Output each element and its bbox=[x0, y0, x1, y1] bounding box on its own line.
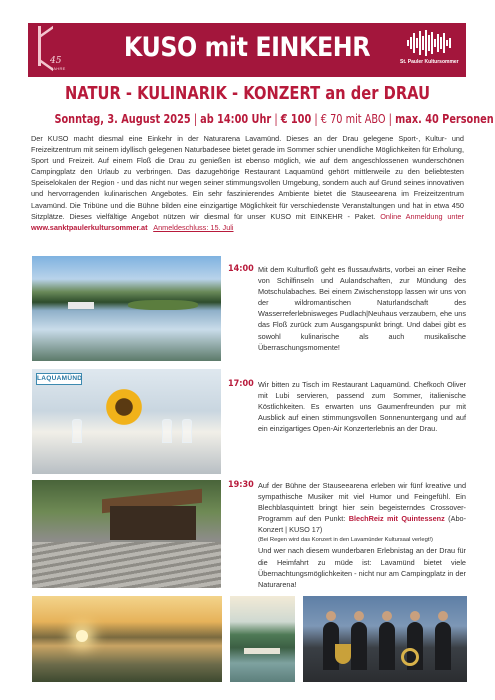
island-shape bbox=[128, 300, 198, 310]
tuba-icon bbox=[335, 644, 351, 664]
headline: NATUR - KULINARIK - KONZERT an der DRAU bbox=[64, 84, 431, 104]
raft-shape bbox=[68, 302, 94, 309]
sun-icon bbox=[76, 630, 88, 642]
abo-note: (Abo-Konzert | KUSO 17) bbox=[258, 514, 467, 535]
schedule-text: Wir bitten zu Tisch im Restaurant Laquamünd. Chefkoch Oliver mit Lubi servieren, passend zum Sommer, italienische Köstlichkeiten. Es erwarten uns Gaumenfreunden pur mit Ausblick auf einen stimmungsvollen Sonnenuntergang und auf ein einzigartiges Open-Air Konzerterlebnis an der Drau. bbox=[258, 380, 466, 434]
kultursommer-logo bbox=[400, 29, 458, 71]
concert-description: Auf der Bühne der Stauseearena erleben wir fünf kreative und sympathische Musiker mit viel Humor und Feingefühl. Ein Blechblasquintett bringt hier sein begeisterndes Crossover-Programm auf den Punkt: bbox=[258, 481, 466, 524]
separator: | bbox=[274, 111, 278, 126]
overnight-note: Und wer nach diesem wunderbaren Erlebnistag an der Drau für die Heimfahrt zu müde ist: Lavamünd bietet viele Übernachtungsmöglichkeiten - nicht nur am Campingplatz in der Naturarena! bbox=[258, 546, 466, 589]
rain-note: (Bei Regen wird das Konzert in den Lavamünder Kultursaal verlegt!) bbox=[258, 537, 433, 544]
schedule-text: Mit dem Kulturfloß geht es flussaufwärts, vorbei an einer Reihe von Schilfinseln und Aulandschaften, zur Mündung des Motschulabaches. Bei einem Zwischenstopp lassen wir uns von der wildromantischen Naturlandschaft des Wasserreferlebnisweges Pudlach|Neuhaus verzaubern, ehe uns das Floß zurück zum Ausgangspunkt bringt. Und dabei gibt es sowohl kulinarische als auch musikalische Überraschungsmomente! bbox=[258, 265, 466, 352]
separator: | bbox=[193, 111, 198, 126]
schedule-time: 14:00 bbox=[228, 264, 254, 274]
musician-figure bbox=[351, 622, 367, 670]
event-price-abo: € 70 mit ABO bbox=[320, 111, 386, 126]
intro-body: Der KUSO macht diesmal eine Einkehr in der Naturarena Lavamünd. Dieses an der Drau gelegene Sport-, Kultur- und Freizeitzentrum mit seinem idyllisch gelegenen Naturbadesee bietet gerade im Sommer schier unendliche Möglichkeiten für Erholung, Sport und Freizeit. Auf einem Floß die Drau zu genießen ist ebenso möglich, wie auf dem angeschlossenen wunderschönen Campingplatz den Urlaub zu verbringen. Das dazugehörige Restaurant Laquamünd gehört mittlerweile zu den beliebtesten Speiselokalen der Region - und das nicht nur wegen seiner stimmungsvollen Umgebung, sondern auch auf Grund seines innovativen und hervorragenden kulinarischen Angebotes. Ein sehr faszinierendes Ambiente bietet die Stauseearena im Freizeitzentrum Lavamünd. Die Tribüne und die Bühne bilden eine einzigartige Möglichkeit für verschiedenste Veranstaltungen und hat in etwa 450 Sitzplätze. Dieses vielfältige Angebot nützen wir diesmal für unser KUSO mit EINKEHR - Paket. bbox=[31, 134, 464, 221]
musician-figure bbox=[435, 622, 451, 670]
boat-photo bbox=[230, 596, 295, 682]
glass-icon bbox=[162, 419, 172, 443]
lake-photo bbox=[32, 256, 221, 361]
raft-shape bbox=[244, 648, 280, 654]
schedule-time: 17:00 bbox=[228, 379, 254, 389]
schedule-text bbox=[258, 480, 466, 590]
schedule-time: 19:30 bbox=[228, 480, 254, 490]
event-details bbox=[54, 111, 494, 126]
sunflower-icon bbox=[104, 387, 144, 427]
signup-link[interactable]: www.sanktpaulerkultursommer.at bbox=[31, 222, 148, 232]
horn-icon bbox=[401, 648, 419, 666]
stage-photo bbox=[32, 480, 221, 588]
sunset-photo bbox=[32, 596, 222, 682]
table-photo bbox=[32, 369, 221, 474]
grandstand-seats bbox=[32, 542, 221, 588]
event-price: € 100 bbox=[280, 111, 312, 126]
stage-building bbox=[110, 506, 196, 540]
separator: | bbox=[388, 111, 392, 126]
restaurant-badge: LAQUAMÜND bbox=[36, 373, 82, 385]
intro-paragraph bbox=[31, 133, 464, 233]
event-time: ab 14:00 Uhr bbox=[200, 111, 272, 126]
glass-icon bbox=[182, 419, 192, 443]
band-photo bbox=[303, 596, 467, 682]
logo-number: 45 bbox=[50, 56, 62, 66]
logo-caption: JAHRE bbox=[51, 66, 66, 71]
banner-title: KUSO mit EINKEHR bbox=[123, 32, 371, 63]
signup-label: Online Anmeldung unter bbox=[380, 211, 465, 221]
musician-figure bbox=[379, 622, 395, 670]
ensemble-name: BlechReiz mit Quintessenz bbox=[348, 514, 445, 524]
kultursommer-label: St. Pauler Kultursommer bbox=[400, 59, 459, 65]
soundwave-icon bbox=[400, 29, 458, 57]
glass-icon bbox=[72, 419, 82, 443]
separator: | bbox=[314, 111, 318, 126]
event-date: Sonntag, 3. August 2025 bbox=[54, 111, 191, 126]
event-capacity: max. 40 Personen bbox=[395, 111, 494, 126]
signup-deadline: Anmeldeschluss: 15. Juli bbox=[153, 222, 234, 232]
header-banner bbox=[28, 23, 466, 77]
